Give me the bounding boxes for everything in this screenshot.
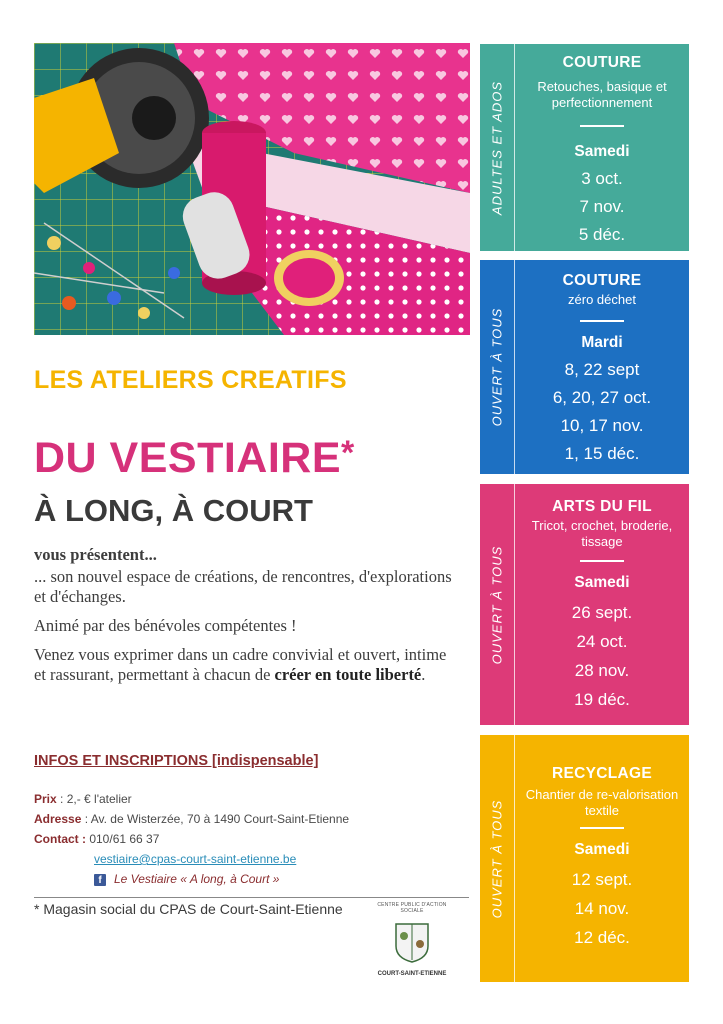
intro-p3-bold: créer en toute liberté bbox=[274, 665, 422, 684]
panel-date: 7 nov. bbox=[579, 197, 625, 216]
panel-dates bbox=[515, 165, 689, 249]
panel-separator bbox=[580, 827, 624, 829]
panel-date: 8, 22 sept bbox=[564, 360, 640, 379]
panel-audience: OUVERT À TOUS bbox=[489, 307, 505, 427]
panel-separator bbox=[580, 125, 624, 127]
panel-dates bbox=[515, 598, 689, 714]
intro-p3-start: Venez vous exprimer dans un cadre convivial et ouvert, intime et rassurant, permettant à chacun de bbox=[34, 645, 447, 684]
panel-date: 14 nov. bbox=[574, 899, 630, 918]
heading-vestiaire bbox=[34, 434, 355, 483]
panel-date: 12 sept. bbox=[571, 870, 633, 889]
panel-content bbox=[515, 44, 689, 251]
panel-title: ARTS DU FIL bbox=[552, 498, 652, 515]
intro-text bbox=[34, 545, 454, 694]
price-value: : 2,- € l'atelier bbox=[56, 792, 132, 806]
cpas-logo bbox=[370, 902, 454, 980]
intro-paragraph-2: Animé par des bénévoles compétentes ! bbox=[34, 616, 297, 635]
panel-audience: OUVERT À TOUS bbox=[489, 799, 505, 918]
panel-separator bbox=[580, 320, 624, 322]
panel-subtitle: zéro déchet bbox=[568, 292, 636, 307]
intro-paragraph-1: ... son nouvel espace de créations, de rencontres, d'explorations et d'échanges. bbox=[34, 567, 452, 606]
panel-audience: OUVERT À TOUS bbox=[489, 545, 505, 664]
contact-phone: 010/61 66 37 bbox=[86, 832, 160, 846]
panel-day: Mardi bbox=[581, 334, 623, 351]
panel-side bbox=[480, 735, 514, 982]
panel-content bbox=[515, 735, 689, 982]
address-label: Adresse bbox=[34, 812, 82, 826]
panel-separator bbox=[580, 560, 624, 562]
panel-dates bbox=[515, 865, 689, 952]
heading-ateliers: LES ATELIERS CREATIFS bbox=[34, 366, 347, 394]
workshop-panel-recyclage bbox=[480, 735, 689, 982]
cpas-emblem-icon bbox=[392, 920, 432, 964]
panel-day: Samedi bbox=[574, 841, 630, 858]
panel-date: 3 oct. bbox=[581, 169, 623, 188]
panel-date: 12 déc. bbox=[574, 928, 630, 947]
panel-side bbox=[480, 44, 514, 251]
intro-lead: vous présentent... bbox=[34, 545, 157, 564]
infos-details bbox=[34, 789, 464, 889]
heading-long-court: À LONG, À COURT bbox=[34, 493, 313, 528]
header-photo bbox=[34, 43, 470, 335]
logo-bottom-text: COURT-SAINT-ETIENNE bbox=[377, 971, 447, 977]
panel-side bbox=[480, 484, 514, 725]
workshop-panel-couture-zero-dechet bbox=[480, 260, 689, 474]
panel-subtitle: Retouches, basique et perfectionnement bbox=[537, 79, 667, 110]
panel-title: COUTURE bbox=[562, 54, 642, 71]
panel-subtitle: Chantier de re-valorisation textile bbox=[525, 787, 679, 818]
footnote: * Magasin social du CPAS de Court-Saint-Etienne bbox=[34, 901, 343, 917]
panel-date: 19 déc. bbox=[574, 690, 630, 709]
contact-label: Contact : bbox=[34, 832, 86, 846]
address-value: : Av. de Wisterzée, 70 à 1490 Court-Saint-Etienne bbox=[81, 812, 350, 826]
panel-title: RECYCLAGE bbox=[551, 765, 652, 782]
panel-content bbox=[515, 260, 689, 474]
panel-title: COUTURE bbox=[562, 272, 642, 289]
panel-side bbox=[480, 260, 514, 474]
heading-vestiaire-text: DU VESTIAIRE bbox=[34, 434, 342, 482]
panel-day: Samedi bbox=[574, 143, 630, 160]
address-row bbox=[34, 809, 464, 829]
panel-date: 26 sept. bbox=[571, 603, 633, 622]
panel-date: 10, 17 nov. bbox=[560, 416, 644, 435]
panel-date: 6, 20, 27 oct. bbox=[552, 388, 652, 407]
contact-email-link[interactable]: vestiaire@cpas-court-saint-etienne.be bbox=[94, 852, 297, 866]
price-row bbox=[34, 789, 464, 809]
heading-star: * bbox=[341, 434, 355, 472]
facebook-label: Le Vestiaire « A long, à Court » bbox=[114, 872, 280, 886]
workshop-panel-couture-adultes bbox=[480, 44, 689, 251]
panel-date: 24 oct. bbox=[576, 632, 628, 651]
panel-content bbox=[515, 484, 689, 725]
intro-paragraph-3 bbox=[34, 645, 454, 685]
workshop-panel-arts-du-fil bbox=[480, 484, 689, 725]
infos-title: INFOS ET INSCRIPTIONS [indispensable] bbox=[34, 753, 319, 769]
contact-row bbox=[34, 829, 464, 849]
logo-top-text: CENTRE PUBLIC D'ACTION SOCIALE bbox=[377, 902, 447, 914]
footer-divider bbox=[34, 897, 469, 898]
panel-day: Samedi bbox=[574, 574, 630, 591]
panel-audience: ADULTES ET ADOS bbox=[489, 80, 505, 215]
facebook-link[interactable] bbox=[34, 869, 464, 889]
facebook-icon: f bbox=[94, 874, 106, 886]
panel-date: 1, 15 déc. bbox=[564, 444, 640, 463]
panel-subtitle: Tricot, crochet, broderie, tissage bbox=[531, 518, 673, 549]
intro-p3-end: . bbox=[421, 665, 426, 684]
price-label: Prix bbox=[34, 792, 57, 806]
panel-dates bbox=[515, 356, 689, 468]
panel-date: 28 nov. bbox=[574, 661, 630, 680]
panel-date: 5 déc. bbox=[578, 225, 626, 244]
